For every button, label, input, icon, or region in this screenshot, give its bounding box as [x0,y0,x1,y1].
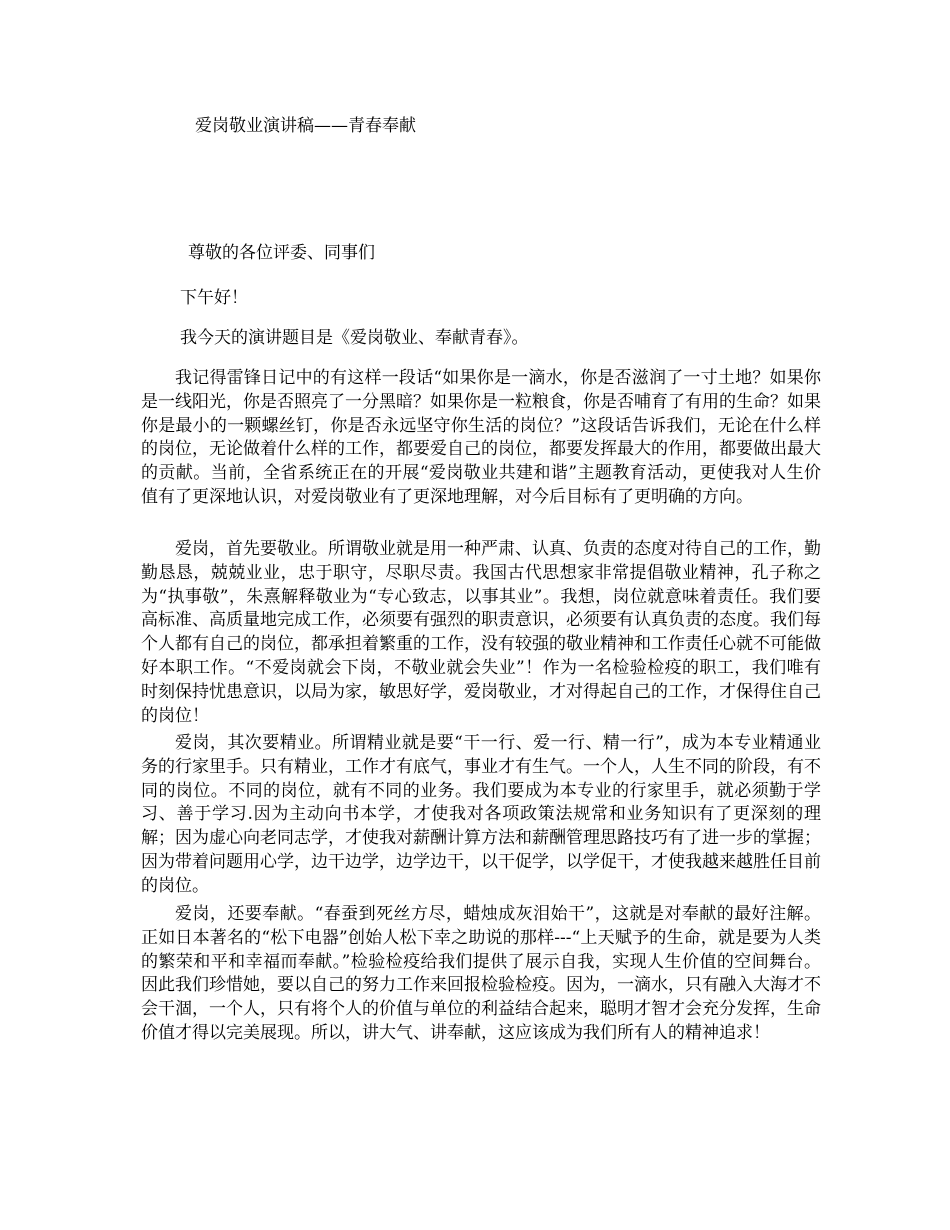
salutation: 尊敬的各位评委、同事们 [188,243,375,263]
speech-topic: 我今天的演讲题目是《爱岗敬业、奉献青春》。 [180,328,529,348]
document-title: 爱岗敬业演讲稿——青春奉献 [195,116,416,136]
paragraph-mastery: 爱岗，其次要精业。所谓精业就是要“干一行、爱一行、精一行”，成为本专业精通业务的行家里手。只有精业，工作才有底气，事业才有生气。一个人，人生不同的阶段，有不同的岗位。不同的岗位，就有不同的业务。我们要成为本专业的行家里手，就必须勤于学习、善于学习.因为主动向书本学，才使我对各项政策法规常和业务知识有了更深刻的理解；因为虚心向老同志学，才使我对薪酬计算方法和薪酬管理思路技巧有了进一步的掌握；因为带着问题用心学，边干边学，边学边干，以干促学，以学促干，才使我越来越胜任目前的岗位。 [141,733,821,896]
paragraph-dedication: 爱岗，首先要敬业。所谓敬业就是用一种严肃、认真、负责的态度对待自己的工作，勤勤恳恳，兢兢业业，忠于职守，尽职尽责。我国古代思想家非常提倡敬业精神，孔子称之为“执事敬”，朱熹解释敬业为“专心致志，以事其业”。我想，岗位就意味着责任。我们要高标准、高质量地完成工作，必须要有强烈的职责意识，必须要有认真负责的态度。我们每个人都有自己的岗位，都承担着繁重的工作，没有较强的敬业精神和工作责任心就不可能做好本职工作。“不爱岗就会下岗，不敬业就会失业”！作为一名检验检疫的职工，我们唯有时刻保持忧患意识，以局为家，敏思好学，爱岗敬业，才对得起自己的工作，才保得住自己的岗位！ [141,539,821,726]
greeting: 下午好！ [180,288,248,308]
paragraph-contribution: 爱岗，还要奉献。“春蚕到死丝方尽，蜡烛成灰泪始干”，这就是对奉献的最好注解。正如日本著名的“松下电器”创始人松下幸之助说的那样---“上天赋予的生命，就是要为人类的繁荣和平和幸福而奉献。”检验检疫给我们提供了展示自我，实现人生价值的空间舞台。因此我们珍惜她，要以自己的努力工作来回报检验检疫。因为，一滴水，只有融入大海才不会干涸，一个人，只有将个人的价值与单位的利益结合起来，聪明才智才会充分发挥，生命价值才得以完美展现。所以，讲大气、讲奉献，这应该成为我们所有人的精神追求！ [141,904,821,1043]
paragraph-lei-feng: 我记得雷锋日记中的有这样一段话“如果你是一滴水，你是否滋润了一寸土地？如果你是一线阳光，你是否照亮了一分黑暗？如果你是一粒粮食，你是否哺育了有用的生命？如果你是最小的一颗螺丝钉，你是否永远坚守你生活的岗位？”这段话告诉我们，无论在什么样的岗位，无论做着什么样的工作，都要爱自己的岗位，都要发挥最大的作用，都要做出最大的贡献。当前，全省系统正在的开展“爱岗敬业共建和谐”主题教育活动，更使我对人生价值有了更深地认识，对爱岗敬业有了更深地理解，对今后目标有了更明确的方向。 [141,368,821,507]
